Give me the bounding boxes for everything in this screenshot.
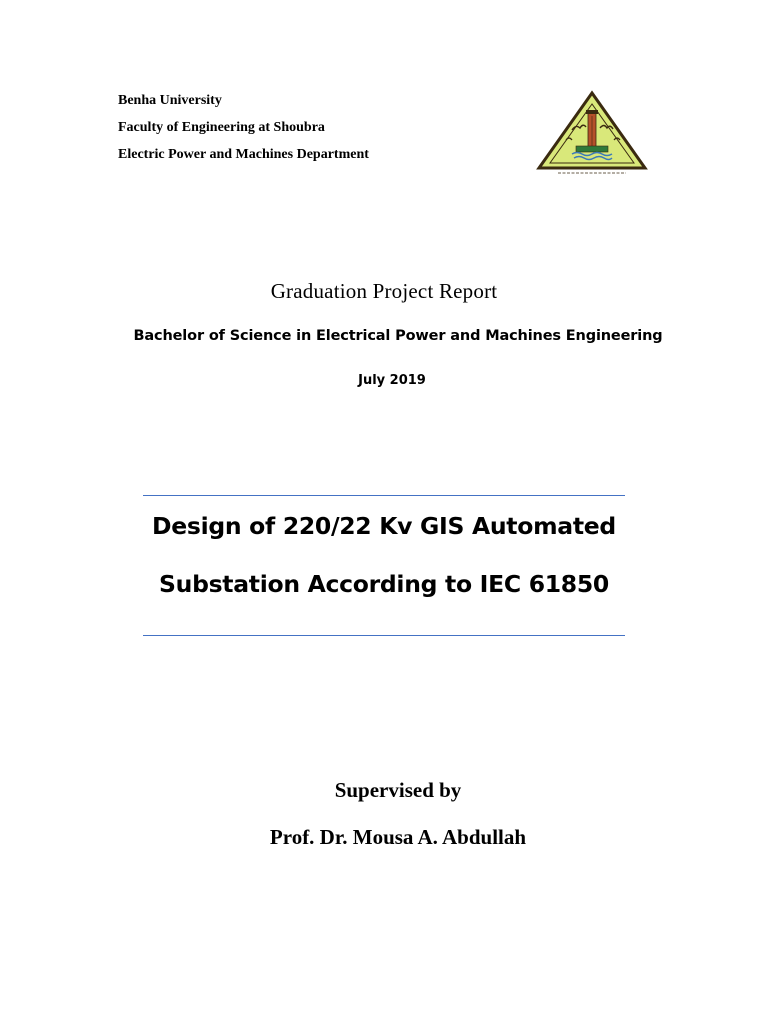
project-title-line-1: Design of 220/22 Kv GIS Automated [152,512,616,540]
supervisor-name: Prof. Dr. Mousa A. Abdullah [269,825,527,849]
faculty-name: Faculty of Engineering at Shoubra [118,120,325,135]
project-title-line-2: Substation According to IEC 61850 [159,570,609,598]
title-bottom-rule [143,635,625,636]
degree-line: Bachelor of Science in Electrical Power and Machines Engineering [133,328,663,344]
title-top-rule [143,495,625,496]
report-date: July 2019 [358,373,426,388]
supervised-by-label: Supervised by [334,778,462,802]
report-type-heading: Graduation Project Report [270,279,498,303]
university-name: Benha University [118,93,222,108]
department-name: Electric Power and Machines Department [118,147,369,162]
university-logo-icon [536,90,648,178]
